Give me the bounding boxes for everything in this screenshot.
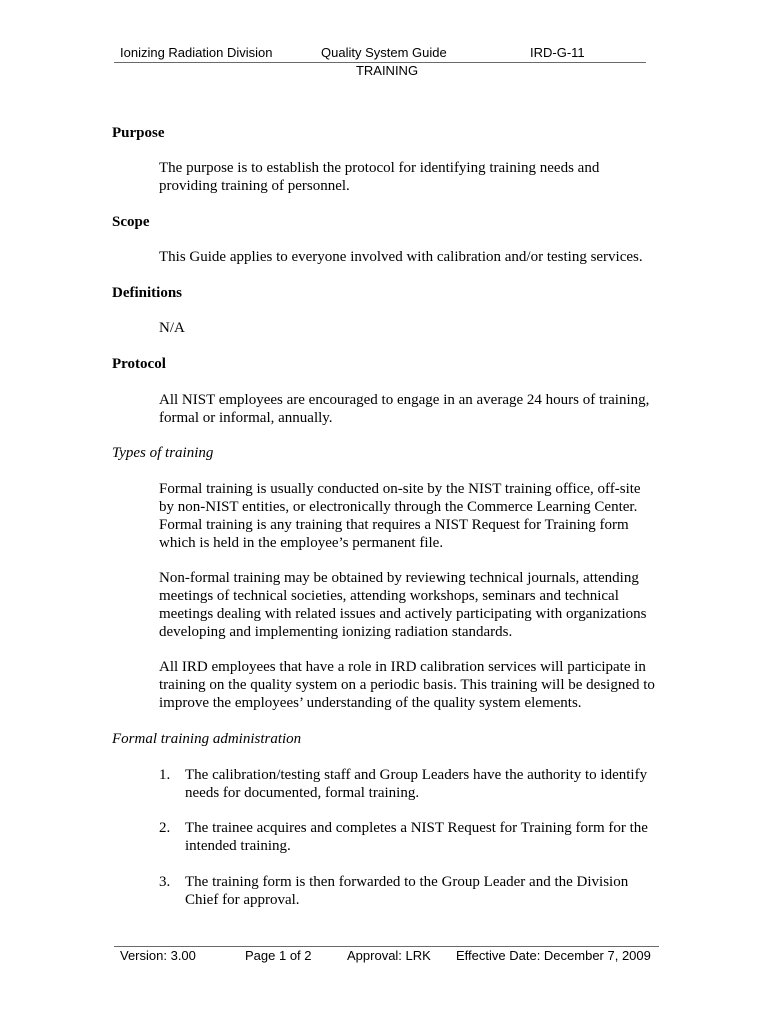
- definitions-heading: Definitions: [112, 285, 183, 301]
- types-paragraph-ird: All IRD employees that have a role in IRD calibration services will participate in training on the quality system on a periodic basis. This training will be designed to improve the employees’ understanding of the quality system elements.: [159, 659, 655, 711]
- list-item-number: 2.: [159, 820, 171, 836]
- list-item-text: The calibration/testing staff and Group Leaders have the authority to identify needs for documented, formal training.: [185, 767, 648, 801]
- list-item-number: 3.: [159, 874, 171, 890]
- types-paragraph-formal: Formal training is usually conducted on-site by the NIST training office, off-site by non-NIST entities, or electronically through the Commerce Learning Center. Formal training is any training that requires a NIST Request for Training form which is held in the employee’s permanent file.: [159, 481, 641, 551]
- list-item-text: The trainee acquires and completes a NIST Request for Training form for the intended training.: [185, 820, 648, 854]
- footer-version: Version: 3.00: [120, 948, 196, 963]
- list-item: [159, 766, 659, 802]
- definitions-text: N/A: [159, 320, 185, 336]
- list-item-number: 1.: [159, 767, 171, 783]
- list-item-text: The training form is then forwarded to the Group Leader and the Division Chief for approval.: [185, 874, 629, 908]
- footer-page-number: Page 1 of 2: [245, 948, 312, 963]
- types-of-training-heading: Types of training: [112, 445, 214, 461]
- formal-admin-heading: Formal training administration: [112, 731, 302, 747]
- list-item: [159, 819, 659, 855]
- scope-text: This Guide applies to everyone involved with calibration and/or testing services.: [159, 249, 643, 265]
- footer-effective-date: Effective Date: December 7, 2009: [456, 948, 651, 963]
- types-paragraph-nonformal: Non-formal training may be obtained by reviewing technical journals, attending meetings of technical societies, attending workshops, seminars and technical meetings dealing with related issues and actively participating with organizations developing and implementing ionizing radiation standards.: [159, 570, 647, 640]
- protocol-heading: Protocol: [112, 356, 166, 372]
- footer-approval: Approval: LRK: [347, 948, 431, 963]
- header-section-title: TRAINING: [355, 63, 419, 78]
- purpose-heading: Purpose: [112, 125, 165, 141]
- protocol-text: All NIST employees are encouraged to engage in an average 24 hours of training, formal or informal, annually.: [159, 392, 650, 426]
- header-division: Ionizing Radiation Division: [120, 45, 273, 60]
- header-doc-id: IRD-G-11: [530, 45, 585, 60]
- purpose-text: The purpose is to establish the protocol for identifying training needs and providing training of personnel.: [159, 160, 600, 194]
- scope-heading: Scope: [112, 214, 150, 230]
- footer-rule: [114, 946, 659, 947]
- list-item: [159, 873, 659, 909]
- header-guide-title: Quality System Guide: [321, 45, 447, 60]
